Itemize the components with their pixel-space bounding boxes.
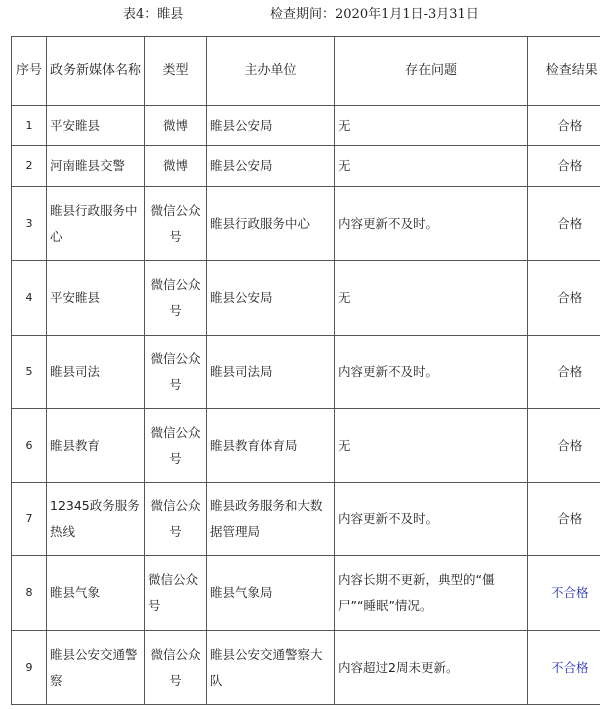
cell-host: 睢县司法局 [207, 336, 335, 409]
table-label: 表4：睢县 [123, 7, 184, 22]
table-row [12, 409, 600, 483]
cell-seq: 3 [12, 187, 47, 261]
cell-name: 睢县司法 [47, 336, 145, 409]
cell-seq: 4 [12, 261, 47, 336]
cell-issue: 内容长期不更新，典型的“僵尸”“睡眠”情况。 [335, 556, 528, 631]
cell-name: 12345政务服务热线 [47, 483, 145, 556]
header-row [12, 37, 600, 106]
cell-host: 睢县公安局 [207, 106, 335, 146]
cell-seq: 5 [12, 336, 47, 409]
table-row [12, 106, 600, 146]
cell-issue: 内容超过2周未更新。 [335, 631, 528, 705]
cell-name: 睢县气象 [47, 556, 145, 631]
header-name: 政务新媒体名称 [47, 37, 145, 106]
cell-name: 睢县行政服务中心 [47, 187, 145, 261]
cell-type: 微信公众号 [145, 631, 207, 705]
table-row [12, 483, 600, 556]
table-row [12, 631, 600, 705]
cell-host: 睢县公安局 [207, 261, 335, 336]
cell-host: 睢县气象局 [207, 556, 335, 631]
cell-name: 睢县教育 [47, 409, 145, 483]
cell-host: 睢县教育体育局 [207, 409, 335, 483]
cell-seq: 8 [12, 556, 47, 631]
cell-result: 合格 [528, 336, 600, 409]
header-host: 主办单位 [207, 37, 335, 106]
cell-issue: 无 [335, 409, 528, 483]
cell-result: 合格 [528, 106, 600, 146]
cell-result-fail: 不合格 [528, 556, 600, 631]
cell-seq: 2 [12, 146, 47, 187]
cell-result-fail: 不合格 [528, 631, 600, 705]
table-row [12, 187, 600, 261]
cell-result: 合格 [528, 409, 600, 483]
cell-type: 微信公众号 [145, 409, 207, 483]
header-result: 检查结果 [528, 37, 600, 106]
cell-result: 合格 [528, 187, 600, 261]
cell-type: 微信公众号 [145, 336, 207, 409]
table-row [12, 146, 600, 187]
cell-seq: 1 [12, 106, 47, 146]
cell-host: 睢县公安局 [207, 146, 335, 187]
header-seq: 序号 [12, 37, 47, 106]
inspection-table [11, 36, 600, 705]
cell-seq: 9 [12, 631, 47, 705]
cell-issue: 内容更新不及时。 [335, 336, 528, 409]
cell-type: 微博 [145, 106, 207, 146]
cell-host: 睢县行政服务中心 [207, 187, 335, 261]
cell-name: 平安睢县 [47, 261, 145, 336]
cell-host: 睢县政务服务和大数据管理局 [207, 483, 335, 556]
cell-issue: 无 [335, 106, 528, 146]
header-type: 类型 [145, 37, 207, 106]
cell-name: 平安睢县 [47, 106, 145, 146]
cell-issue: 无 [335, 146, 528, 187]
cell-result: 合格 [528, 483, 600, 556]
cell-type: 微信公众号 [145, 261, 207, 336]
cell-seq: 6 [12, 409, 47, 483]
cell-result: 合格 [528, 261, 600, 336]
cell-type: 微信公众号 [145, 556, 207, 631]
cell-issue: 内容更新不及时。 [335, 187, 528, 261]
cell-name: 睢县公安交通警察 [47, 631, 145, 705]
cell-type: 微信公众号 [145, 483, 207, 556]
cell-type: 微博 [145, 146, 207, 187]
cell-issue: 内容更新不及时。 [335, 483, 528, 556]
table-caption [0, 3, 600, 23]
table-row [12, 261, 600, 336]
table-row [12, 556, 600, 631]
cell-name: 河南睢县交警 [47, 146, 145, 187]
cell-issue: 无 [335, 261, 528, 336]
table-row [12, 336, 600, 409]
header-issue: 存在问题 [335, 37, 528, 106]
inspection-period: 检查期间：2020年1月1日-3月31日 [270, 7, 479, 22]
cell-seq: 7 [12, 483, 47, 556]
cell-type: 微信公众号 [145, 187, 207, 261]
cell-host: 睢县公安交通警察大队 [207, 631, 335, 705]
cell-result: 合格 [528, 146, 600, 187]
